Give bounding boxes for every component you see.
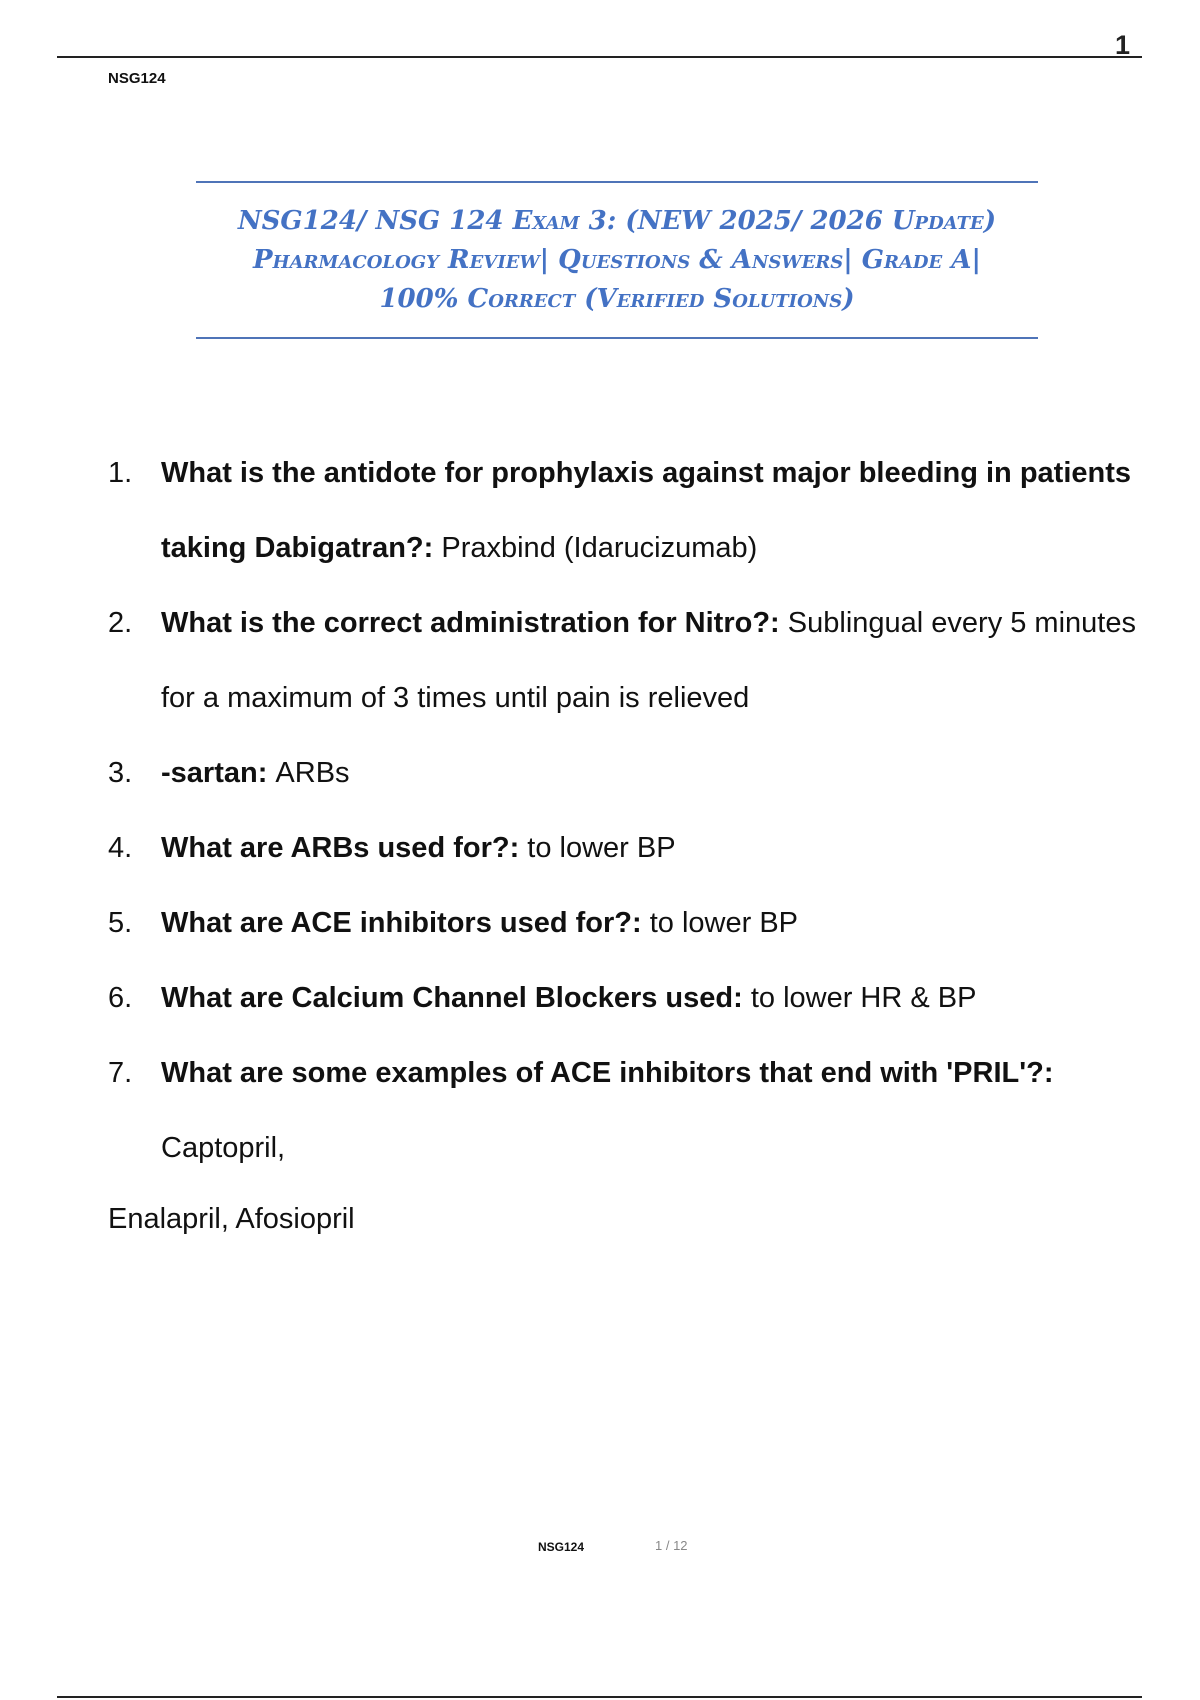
- footer-rule: [57, 1696, 1142, 1698]
- footer-course-label: NSG124: [538, 1540, 585, 1554]
- item-number: 2.: [108, 607, 133, 639]
- item-answer: Sublingual every 5 minutes for a maximum of 3 times until pain is relieved: [161, 607, 1136, 714]
- page-number: 1: [1114, 30, 1130, 60]
- item-question: What is the correct administration for Nitro?:: [161, 607, 788, 639]
- item-number: 7.: [108, 1057, 133, 1089]
- page-footer: [0, 1538, 1200, 1558]
- item-answer: Praxbind (Idarucizumab): [441, 532, 758, 564]
- item-number: 1.: [108, 457, 133, 489]
- document-title: [228, 202, 1006, 319]
- item-number: 5.: [108, 907, 133, 939]
- list-item: [108, 961, 1138, 1036]
- header-course-label: NSG124: [108, 70, 166, 87]
- item-answer: to lower BP: [527, 832, 676, 864]
- title-line-1: NSG124/ NSG 124 Exam 3: (NEW 2025/ 2026 Update): [237, 205, 997, 236]
- item-question: What are some examples of ACE inhibitors that end with 'PRIL'?:: [161, 1057, 1054, 1089]
- item-number: 3.: [108, 757, 133, 789]
- title-line-3: 100% Correct (Verified Solutions): [379, 283, 855, 314]
- item-question: -sartan:: [161, 757, 276, 789]
- item-question: What are Calcium Channel Blockers used:: [161, 982, 751, 1014]
- item-answer: to lower HR & BP: [750, 982, 977, 1014]
- list-item: [108, 586, 1138, 736]
- item-question: What are ACE inhibitors used for?:: [161, 907, 650, 939]
- item-number: 6.: [108, 982, 133, 1014]
- continuation-text: Enalapril, Afosiopril: [108, 1203, 355, 1235]
- list-item: [108, 736, 1138, 811]
- document-title-box: [196, 181, 1038, 339]
- title-line-2: Pharmacology Review| Questions & Answers| Grade A|: [253, 244, 981, 275]
- item-answer: Captopril,: [161, 1132, 286, 1164]
- item-answer: ARBs: [275, 757, 350, 789]
- footer-page-indicator: 1 / 12: [655, 1538, 688, 1553]
- list-item: [108, 1036, 1138, 1186]
- item-answer: to lower BP: [649, 907, 799, 939]
- item-number: 4.: [108, 832, 133, 864]
- list-item: [108, 436, 1138, 586]
- item-question: What is the antidote for prophylaxis against major bleeding in patients taking Dabigatran?:: [161, 457, 1132, 564]
- question-list: [108, 436, 1138, 1186]
- item-question: What are ARBs used for?:: [161, 832, 528, 864]
- list-item: [108, 886, 1138, 961]
- header-rule: [57, 56, 1142, 58]
- list-item: [108, 811, 1138, 886]
